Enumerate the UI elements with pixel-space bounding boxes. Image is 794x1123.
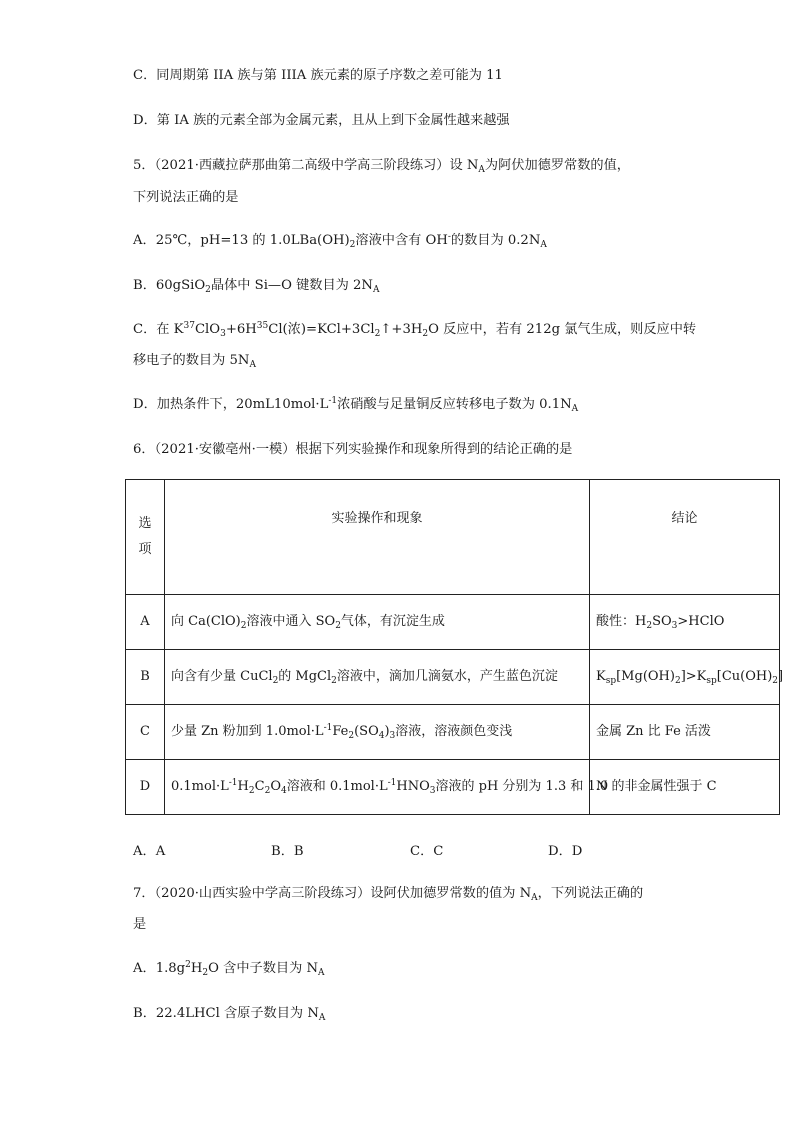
row-d-conclusion: N 的非金属性强于 C (590, 760, 780, 815)
table-header-row (126, 480, 780, 595)
header-option-cell: 选 项 (126, 480, 165, 595)
row-d-option: D (126, 760, 165, 815)
row-d-operation: $0.1mol\cdot L^{-1}H_2C_2O_4$溶液和 $0.1mol\cdot L^{-1}HNO_3$溶液的 pH 分别为 1.3 和 1.0 (165, 760, 590, 815)
q5-stem-line2: 下列说法正确的是 (133, 190, 239, 205)
row-b-conclusion: $K_{sp}[Mg(OH)_2]>K_{sp}[Cu(OH)_2]$ (590, 650, 780, 705)
q6-table (125, 479, 784, 815)
q7-stem-line1: 7．（2020·山西实验中学高三阶段练习）设阿伏加德罗常数的值为 $N_A$，下列说法正确的 (133, 886, 644, 903)
table-row (126, 760, 780, 815)
q6-stem: 6．（2021·安徽亳州·一模）根据下列实验操作和现象所得到的结论正确的是 (133, 442, 573, 457)
header-conclusion-cell: 结论 (590, 480, 780, 595)
q5-stem-line1: 5．（2021·西藏拉萨那曲第二高级中学高三阶段练习）设 $N_A$为阿伏加德罗常数的值， (133, 158, 630, 175)
row-a-conclusion: 酸性：$H_2SO_3>HClO$ (590, 595, 780, 650)
q5-option-c-line1: C．在 $K^{37}ClO_3+6H^{35}Cl$(浓)$=KCl+3Cl_2↑+3H_2O$ 反应中，若有 212g 氯气生成，则反应中转 (133, 321, 697, 339)
row-c-option: C (126, 705, 165, 760)
table-row (126, 650, 780, 705)
row-a-operation: 向 $Ca(ClO)_2$溶液中通入 $SO_2$气体，有沉淀生成 (165, 595, 590, 650)
row-c-conclusion: 金属 Zn 比 Fe 活泼 (590, 705, 780, 760)
q7-option-b: B．22.4LHCl 含原子数目为 $N_A$ (133, 1006, 326, 1023)
q6-answer-option-d: D．D (548, 844, 583, 859)
q4-option-c: C．同周期第 IIA 族与第 IIIA 族元素的原子序数之差可能为 11 (133, 68, 503, 83)
header-operation-cell: 实验操作和现象 (165, 480, 590, 595)
q6-answer-options (133, 840, 653, 858)
q5-option-c-line2: 移电子的数目为 $5N_A$ (133, 353, 256, 370)
q7-stem-line2: 是 (133, 917, 147, 932)
q6-answer-option-a: A．A (133, 844, 166, 859)
row-b-operation: 向含有少量 CuCl$_2$的 MgCl$_2$溶液中，滴加几滴氨水，产生蓝色沉淀 (165, 650, 590, 705)
q5-option-b: B．60gSiO$_2$晶体中 Si—O 键数目为 $2N_A$ (133, 278, 380, 295)
row-c-operation: 少量 Zn 粉加到 $1.0mol\cdot L^{-1}Fe_2(SO_4)_3$溶液，溶液颜色变浅 (165, 705, 590, 760)
q6-answer-option-b: B．B (271, 844, 304, 859)
q4-option-d: D．第 IA 族的元素全部为金属元素，且从上到下金属性越来越强 (133, 113, 510, 128)
row-a-option: A (126, 595, 165, 650)
q7-option-a: A．$1.8g^2H_2O$ 含中子数目为 $N_A$ (133, 960, 325, 978)
row-b-option: B (126, 650, 165, 705)
table-row (126, 705, 780, 760)
q5-option-d: D．加热条件下，$20mL10mol\cdot L^{-1}$浓硝酸与足量铜反应转移电子数为 $0.1N_A$ (133, 396, 579, 414)
q5-option-a: A．25℃，pH=13 的 $1.0LBa(OH)_2$溶液中含有 OH-的数目为 $0.2N_A$ (133, 232, 547, 250)
q6-answer-option-c: C．C (410, 844, 444, 859)
table-row (126, 595, 780, 650)
